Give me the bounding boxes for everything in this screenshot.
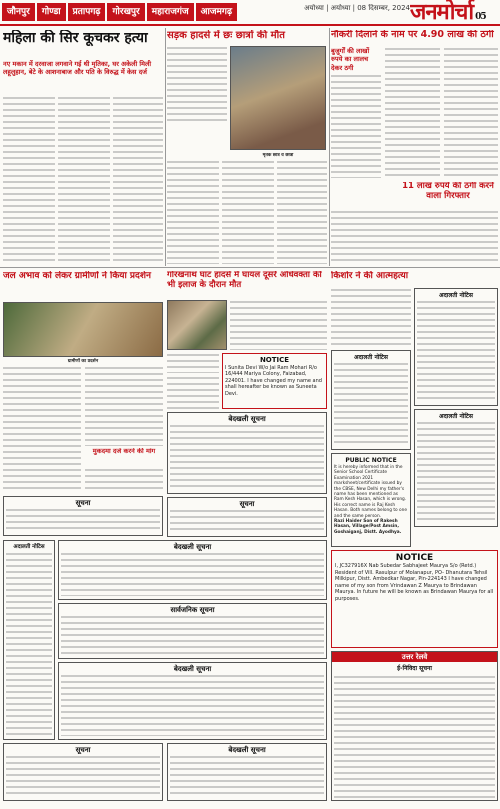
suchna-2-body (170, 509, 324, 533)
story2-headline: सड़क हादसे में छः छात्रों की मौत (167, 30, 285, 41)
story3-strap: बुजुर्गों की लाखों रुपये का लालच देकर ठगी (331, 47, 370, 72)
tender-body (334, 675, 495, 801)
nav-item-pratapgarh[interactable]: प्रतापगढ़ (68, 3, 106, 21)
sarvjanik-title: सार्वजनिक सूचना (170, 606, 215, 614)
story6-col1 (167, 353, 219, 373)
bedakhli-4-title: बेदखली सूचना (228, 746, 266, 754)
bedakhli-4-body (170, 755, 324, 797)
story5-photo (3, 302, 163, 357)
nav-item-gorakhpur[interactable]: गोरखपुर (107, 3, 144, 21)
suchna-2-title: सूचना (239, 500, 255, 508)
notice1-box (222, 353, 327, 409)
suchna-3 (3, 743, 163, 801)
nav-item-gonda[interactable]: गोण्डा (37, 3, 66, 21)
divider (0, 267, 500, 268)
court-notice-4-title: अदालती नोटिस (13, 544, 45, 550)
col-separator (329, 28, 330, 266)
story1-col2 (58, 96, 110, 264)
story8-body (331, 288, 411, 348)
story7-headline: मुकदमा दर्ज करने की मांग (92, 448, 156, 455)
story4-headline: 11 लाख रुपये की ठगी करने वाला गिरफ्तार (402, 182, 494, 201)
story3-headline: नौकरी दिलाने के नाम पर 4.90 लाख की ठगी (331, 30, 494, 40)
suchna-1-title: सूचना (75, 499, 91, 507)
nav-item-azamgarh[interactable]: आजमगढ़ (196, 3, 237, 21)
masthead (410, 0, 500, 24)
court-notice-3 (414, 409, 498, 527)
story5-headline: जल अभाव को लेकर ग्रामीणों ने किया प्रदर्शन (3, 271, 151, 281)
court-notice-1-body (417, 300, 495, 400)
tender-header: उत्तर रेलवे (332, 652, 497, 662)
story3-col1 (331, 74, 381, 178)
story1-strap: नए मकान में दरवाजा लगवाने गई थी मृतिका, घर अकेली मिली लहूलुहान, बेटे के आशनाबाज और पति के विरुद्ध में केस दर्ज (3, 60, 152, 77)
court-notice-4-body (6, 552, 52, 736)
header-rule (0, 24, 500, 26)
bedakhli-3-title: बेदखली सूचना (173, 665, 212, 673)
story2-col2 (222, 160, 274, 264)
tender-ad (331, 651, 498, 801)
notice1-title: NOTICE (259, 356, 290, 364)
story3-col3 (444, 47, 498, 178)
bedakhli-2-body (61, 552, 324, 596)
bedakhli-1-body (170, 424, 324, 488)
dateline: अयोध्या | अयोध्या | 08 दिसम्बर, 2024 (304, 4, 410, 12)
court-notice-2 (331, 350, 411, 450)
sarvjanik-notice (58, 603, 327, 659)
story6-photo (167, 300, 227, 350)
notice3-box (331, 550, 498, 648)
court-notice-2-title: अदालती नोटिस (354, 354, 388, 361)
story1-col1 (3, 96, 55, 264)
court-notice-1-title: अदालती नोटिस (439, 292, 473, 299)
court-notice-1 (414, 288, 498, 406)
story2-photo (230, 46, 326, 150)
story3-col2 (385, 47, 440, 178)
col-separator (165, 28, 166, 266)
story5-col1 (3, 366, 81, 492)
story2-col3 (277, 160, 327, 264)
nav-item-jaunpur[interactable]: जौनपुर (2, 3, 35, 21)
nav-item-maharajganj[interactable]: महाराजगंज (147, 3, 194, 21)
masthead-title: जनमोर्चा (410, 0, 474, 24)
public-notice-title: PUBLIC NOTICE (345, 457, 397, 464)
public-notice-box (331, 453, 411, 547)
bedakhli-notice-4 (167, 743, 327, 801)
court-notice-3-title: अदालती नोटिस (439, 413, 473, 420)
notice3-title: NOTICE (395, 553, 434, 563)
court-notice-3-body (417, 421, 495, 521)
story6-col2 (167, 376, 219, 409)
story2-intro (167, 46, 227, 124)
notice3-body: I, JC327916X Nab Subedar Sabhajeet Maurya S/o (Retd.) Resident of Vill. Rasulpur of Molanapur, PO- Dhanutara Tehsil Milkipur, Distt. Ambedkar Nagar, Pin-224143 I have changed name of my son from Vrindawan Z Maurya to Brindawan Maurya. In future he will be known as Brindawan Maurya for all purposes. (335, 563, 494, 602)
court-notice-2-body (334, 362, 408, 444)
story2-col1 (167, 160, 219, 264)
bedakhli-3-body (61, 674, 324, 736)
sarvjanik-body (61, 615, 324, 655)
story2-caption: मृतक छात्र व छात्रा (262, 153, 294, 158)
public-notice-sign: Razi Haider Son of Rakesh Hasan, Village/Post Amsin, Goshaiganj, Distt. Ayodhya. (334, 519, 402, 535)
suchna-3-body (6, 755, 160, 797)
story7-body (85, 468, 163, 492)
page-number: 05 (475, 12, 486, 22)
notice1-body: I Sunita Devi W/o Jai Ram Mohari R/o 16/444 Mariya Colony, Faizabad, 224001. I have changed my name and shall hereafter be known as Suneeta Devi. (225, 365, 322, 397)
story6-headline: गोरखनाथ घाट हादसे में घायल दूसरे अधिवक्ता की भी इलाज के दौरान मौत (167, 271, 322, 290)
suchna-1-body (6, 508, 160, 532)
suchna-3-title: सूचना (75, 746, 91, 754)
section-nav (0, 0, 300, 24)
bedakhli-1-title: बेदखली सूचना (228, 415, 266, 423)
story8-headline: किशोर ने की आत्महत्या (331, 271, 409, 281)
story6-intro (230, 300, 327, 350)
public-notice-body: It is hereby informed that in the Senior School Certificate Examination 2021 marksheet/certificate issued by the CBSE, New Delhi my father's name has been mentioned as Ram Kesh Hasan, which is wrong. His correct name is Raj Kesh Hasan. Both names belong to one and the same person. (334, 465, 408, 519)
bedakhli-2-title: बेदखली सूचना (173, 543, 212, 551)
bedakhli-notice-1 (167, 412, 327, 494)
story4-body (331, 210, 498, 264)
suchna-2 (167, 497, 327, 537)
court-notice-4 (3, 540, 55, 740)
story1-headline: महिला की सिर कूचकर हत्या (3, 30, 148, 46)
suchna-1 (3, 496, 163, 536)
bedakhli-notice-3 (58, 662, 327, 740)
story5-col2 (85, 366, 163, 446)
bedakhli-notice-2 (58, 540, 327, 600)
story1-col3 (113, 96, 163, 264)
story5-caption: ग्रामीणों का प्रदर्शन (67, 359, 99, 364)
tender-title: ई-निविदा सूचना (397, 665, 432, 672)
